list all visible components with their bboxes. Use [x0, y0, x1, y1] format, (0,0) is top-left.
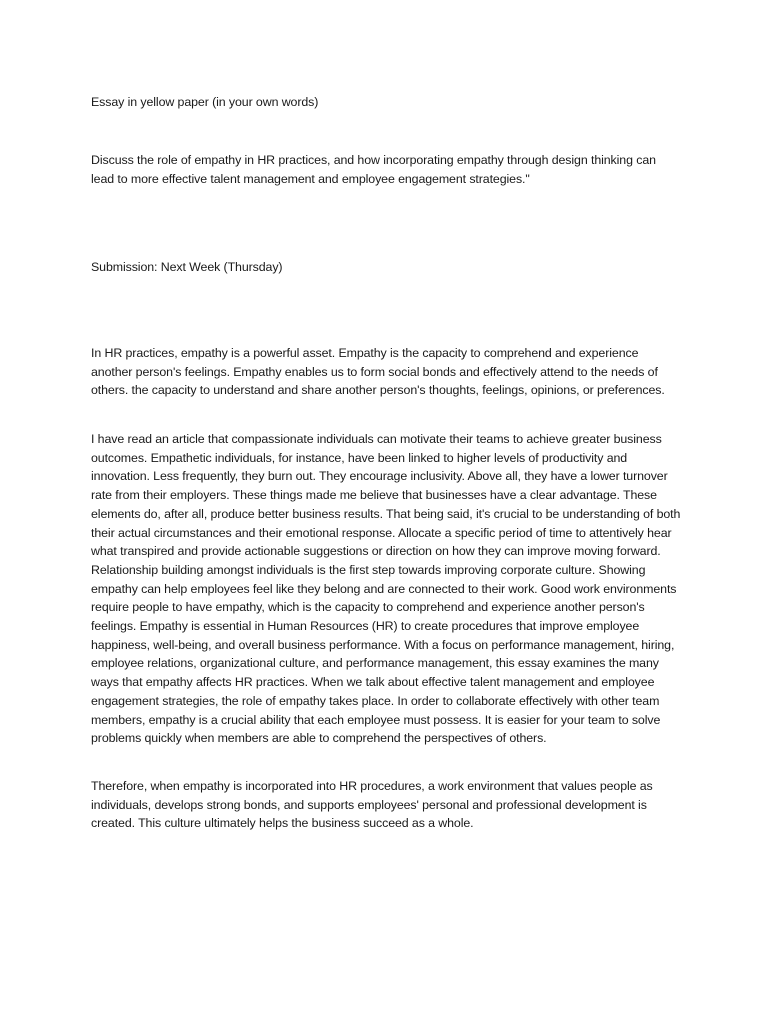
submission-deadline: Submission: Next Week (Thursday) [91, 260, 283, 274]
body-paragraph-2: I have read an article that compassionate individuals can motivate their teams to achieve greater business outcomes. Empathetic individuals, for instance, have been linked to higher levels of productivity and innovation. Less frequently, they burn out. They encourage inclusivity. Above all, they have a lower turnover rate from their employers. These things made me believe that businesses have a clear advantage. These elements do, after all, produce better business results. That being said, it's crucial to be understanding of both their actual circumstances and their emotional response. Allocate a specific period of time to attentively hear what transpired and provide actionable suggestions or direction on how they can improve moving forward. Relationship building amongst individuals is the first step towards improving corporate culture. Showing empathy can help employees feel like they belong and are connected to their work. Good work environments require people to have empathy, which is the capacity to comprehend and experience another person's feelings. Empathy is essential in Human Resources (HR) to create procedures that improve employee happiness, well-being, and overall business performance. With a focus on performance management, hiring, employee relations, organizational culture, and performance management, this essay examines the many ways that empathy affects HR practices. When we talk about effective talent management and employee engagement strategies, the role of empathy takes place. In order to collaborate effectively with other team members, empathy is a crucial ability that each employee must possess. It is easier for your team to solve problems quickly when members are able to comprehend the perspectives of others. [91, 432, 681, 746]
body-paragraph-1: In HR practices, empathy is a powerful asset. Empathy is the capacity to comprehend and experience another person's feelings. Empathy enables us to form social bonds and effectively attend to the needs of others. the capacity to understand and share another person's thoughts, feelings, opinions, or preferences. [91, 346, 665, 398]
body-paragraph-3: Therefore, when empathy is incorporated into HR procedures, a work environment that values people as individuals, develops strong bonds, and supports employees' personal and professional development is created. This culture ultimately helps the business succeed as a whole. [91, 779, 653, 831]
document-title: Essay in yellow paper (in your own words) [91, 95, 319, 109]
essay-prompt: Discuss the role of empathy in HR practices, and how incorporating empathy through design thinking can lead to more effective talent management and employee engagement strategies." [91, 153, 656, 186]
